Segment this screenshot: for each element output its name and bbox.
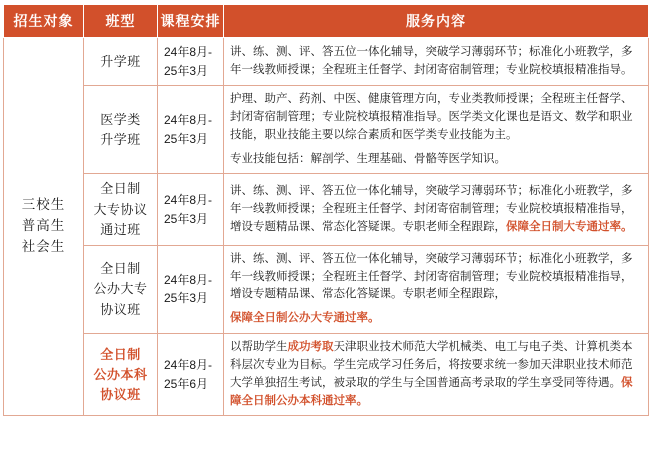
class-type-line: 全日制 bbox=[100, 261, 141, 277]
schedule-line: 25年3月 bbox=[164, 291, 209, 306]
content-text: 专业技能包括：解剖学、生理基础、骨骼等医学知识。 bbox=[230, 152, 506, 165]
service-content-paragraph bbox=[230, 44, 642, 80]
schedule-line: 24年8月- bbox=[164, 113, 213, 128]
class-type-line: 全日制 bbox=[100, 181, 141, 197]
course-table-container bbox=[0, 4, 651, 416]
audience-line: 社会生 bbox=[21, 239, 66, 255]
service-content-cell bbox=[224, 86, 649, 174]
class-type-line: 公办大专 bbox=[93, 281, 148, 297]
class-type-line: 通过班 bbox=[100, 221, 141, 237]
class-type-line: 全日制 bbox=[100, 346, 141, 362]
column-header-service-content: 服务内容 bbox=[224, 5, 649, 38]
highlighted-text: 成功考取 bbox=[287, 341, 334, 354]
schedule-line: 25年6月 bbox=[164, 376, 209, 391]
table-header-row bbox=[4, 5, 649, 38]
class-type-line: 医学类 bbox=[100, 111, 141, 127]
class-type-line: 升学班 bbox=[100, 53, 141, 69]
content-text: 讲、练、测、评、答五位一体化辅导，突破学习薄弱环节；标准化小班教学，多年一线教师授课；全程班主任督学、封闭寄宿制管理；专业院校填报精准指导，增设专题精品课、常态化答疑课。专职老师全程跟踪， bbox=[230, 184, 633, 233]
column-header-audience: 招生对象 bbox=[4, 5, 84, 38]
service-content-paragraph bbox=[230, 251, 642, 304]
service-content-cell bbox=[224, 174, 649, 245]
schedule-line: 24年8月- bbox=[164, 193, 213, 208]
content-text: 护理、助产、药剂、中医、健康管理方向，专业类教师授课；全程班主任督学、封闭寄宿制管理；专业院校填报精准指导。医学类文化课也是语文、数学和职业技能，职业技能主要以综合素质和医学类专业技能为主。 bbox=[230, 93, 633, 141]
class-type-cell bbox=[84, 86, 158, 174]
service-content-paragraph bbox=[230, 151, 642, 169]
audience-cell bbox=[4, 38, 84, 416]
class-type-cell bbox=[84, 334, 158, 416]
column-header-schedule: 课程安排 bbox=[158, 5, 224, 38]
service-content-cell bbox=[224, 245, 649, 333]
schedule-cell bbox=[158, 86, 224, 174]
schedule-cell bbox=[158, 174, 224, 245]
schedule-line: 25年3月 bbox=[164, 211, 209, 226]
table-body bbox=[4, 38, 649, 416]
table-row bbox=[4, 174, 649, 245]
content-text: 以帮助学生 bbox=[230, 341, 288, 354]
class-type-line: 升学班 bbox=[100, 131, 141, 147]
class-type-cell bbox=[84, 38, 158, 86]
schedule-cell bbox=[158, 38, 224, 86]
service-content-paragraph bbox=[230, 339, 642, 410]
class-type-line: 协议班 bbox=[100, 301, 141, 317]
schedule-line: 24年8月- bbox=[164, 272, 213, 287]
highlighted-text: 保障全日制公办本科通过率。 bbox=[230, 376, 633, 407]
service-content-paragraph bbox=[230, 310, 642, 328]
course-plan-table bbox=[3, 4, 649, 416]
schedule-line: 25年3月 bbox=[164, 131, 209, 146]
schedule-line: 25年3月 bbox=[164, 63, 209, 78]
service-content-paragraph bbox=[230, 183, 642, 236]
service-content-cell bbox=[224, 334, 649, 416]
highlighted-text: 保障全日制公办大专通过率。 bbox=[230, 312, 380, 325]
audience-line: 普高生 bbox=[21, 218, 66, 234]
class-type-line: 公办本科 bbox=[93, 366, 148, 382]
class-type-line: 大专协议 bbox=[93, 201, 148, 217]
schedule-cell bbox=[158, 245, 224, 333]
schedule-cell bbox=[158, 334, 224, 416]
table-row bbox=[4, 245, 649, 333]
table-row bbox=[4, 86, 649, 174]
service-content-paragraph bbox=[230, 91, 642, 144]
class-type-cell bbox=[84, 245, 158, 333]
service-content-cell bbox=[224, 38, 649, 86]
schedule-line: 24年8月- bbox=[164, 45, 213, 59]
class-type-line: 协议班 bbox=[100, 386, 141, 402]
table-row bbox=[4, 334, 649, 416]
schedule-line: 24年8月- bbox=[164, 358, 213, 373]
audience-line: 三校生 bbox=[21, 197, 66, 213]
content-text: 讲、练、测、评、答五位一体化辅导，突破学习薄弱环节；标准化小班教学，多年一线教师授课；全程班主任督学、封闭寄宿制管理；专业院校填报精准指导。 bbox=[230, 45, 633, 76]
highlighted-text: 保障全日制大专通过率。 bbox=[506, 220, 633, 233]
class-type-cell bbox=[84, 174, 158, 245]
content-text: 天津职业技术师范大学机械类、电工与电子类、计算机类本科层次专业为目标。学生完成学习任务后，将按要求统一参加天津职业技术师范大学单独招生考试，被录取的学生与全国普通高考录取的学生享受同等待遇。 bbox=[230, 341, 633, 389]
content-text: 讲、练、测、评、答五位一体化辅导，突破学习薄弱环节；标准化小班教学，多年一线教师授课；全程班主任督学、封闭寄宿制管理；专业院校填报精准指导，增设专题精品课、常态化答疑课。专职老师全程跟踪， bbox=[230, 252, 633, 301]
table-row bbox=[4, 38, 649, 86]
column-header-class-type: 班型 bbox=[84, 5, 158, 38]
